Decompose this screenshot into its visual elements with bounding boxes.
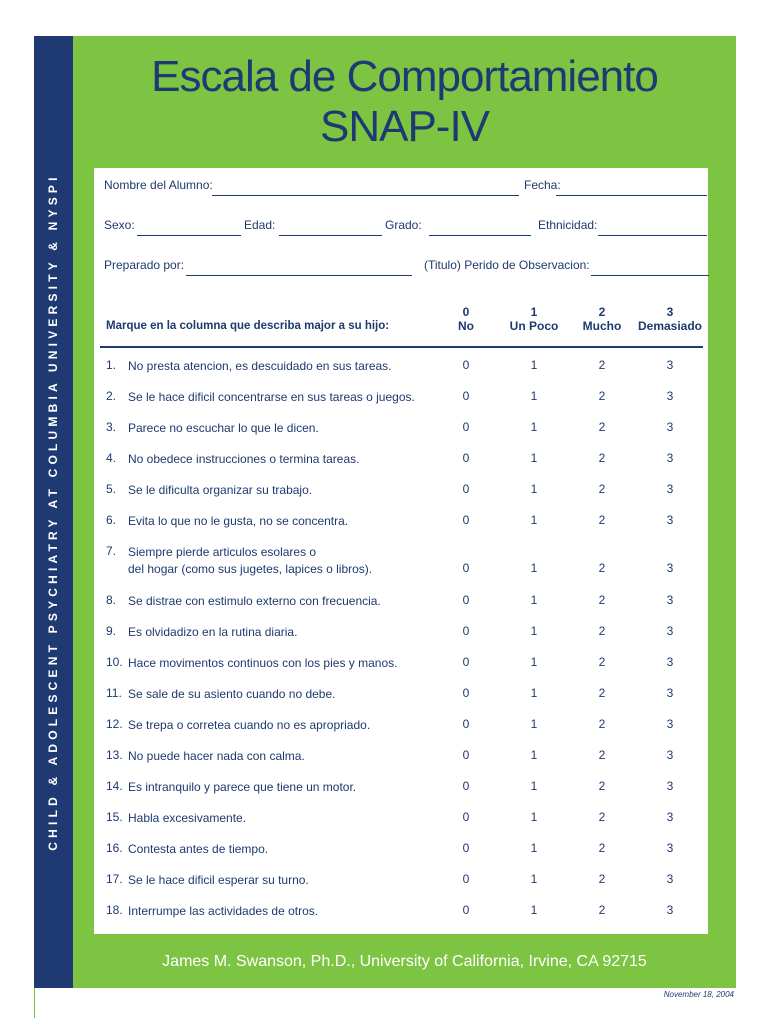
preparado-field[interactable]	[186, 275, 412, 276]
score-option-1[interactable]: 1	[530, 593, 538, 607]
fecha-label: Fecha:	[524, 178, 561, 192]
titulo-label: (Titulo) Perido de Observacion:	[424, 258, 590, 272]
item-text	[128, 624, 297, 641]
list-item	[94, 451, 708, 471]
item-text	[128, 389, 415, 406]
item-text	[128, 655, 397, 672]
item-number: 4.	[106, 451, 117, 465]
sexo-field[interactable]	[137, 235, 241, 236]
score-option-0[interactable]: 0	[462, 561, 470, 575]
list-item	[94, 420, 708, 440]
item-text	[128, 420, 319, 437]
item-text	[128, 482, 312, 499]
list-item	[94, 358, 708, 378]
column-header-3	[630, 305, 710, 333]
column-2-label: Mucho	[582, 319, 622, 333]
score-option-0[interactable]: 0	[462, 358, 470, 372]
score-option-3[interactable]: 3	[666, 686, 674, 700]
nombre-label: Nombre del Alumno:	[104, 178, 213, 192]
instruction-text: Marque en la columna que describa major a su hijo:	[106, 320, 390, 332]
score-option-0[interactable]: 0	[462, 810, 470, 824]
score-option-3[interactable]: 3	[666, 482, 674, 496]
score-option-0[interactable]: 0	[462, 513, 470, 527]
list-item	[94, 655, 708, 675]
sidebar-rule	[34, 988, 35, 1018]
score-option-3[interactable]: 3	[666, 655, 674, 669]
score-option-3[interactable]: 3	[666, 358, 674, 372]
item-text	[128, 872, 309, 889]
score-option-0[interactable]: 0	[462, 841, 470, 855]
score-option-2[interactable]: 2	[598, 420, 606, 434]
footer-credit: James M. Swanson, Ph.D., University of California, Irvine, CA 92715	[162, 953, 647, 970]
item-text-line: Es intranquilo y parece que tiene un motor.	[128, 780, 357, 794]
score-option-1[interactable]: 1	[530, 686, 538, 700]
list-item	[94, 624, 708, 644]
score-option-0[interactable]: 0	[462, 389, 470, 403]
score-option-2[interactable]: 2	[598, 561, 606, 575]
edad-label: Edad:	[244, 218, 276, 232]
item-number: 7.	[106, 544, 117, 558]
column-2-number: 2	[598, 305, 606, 319]
score-option-2[interactable]: 2	[598, 810, 606, 824]
item-number: 14.	[106, 779, 123, 793]
item-text-line: No presta atencion, es descuidado en sus tareas.	[128, 359, 392, 373]
score-option-2[interactable]: 2	[598, 389, 606, 403]
item-text-line: Es olvidadizo en la rutina diaria.	[128, 625, 298, 639]
item-text-line: Se sale de su asiento cuando no debe.	[128, 687, 336, 701]
grado-label: Grado:	[385, 218, 422, 232]
score-option-2[interactable]: 2	[598, 482, 606, 496]
list-item	[94, 748, 708, 768]
score-option-1[interactable]: 1	[530, 872, 538, 886]
score-option-2[interactable]: 2	[598, 624, 606, 638]
sidebar-institution-text: CHILD & ADOLESCENT PSYCHIATRY AT COLUMBIA UNIVERSITY & NYSPI	[46, 173, 60, 851]
list-item	[94, 513, 708, 533]
score-option-1[interactable]: 1	[530, 717, 538, 731]
item-text	[128, 903, 318, 920]
item-text-line: Siempre pierde articulos esolares o	[128, 545, 317, 559]
score-option-0[interactable]: 0	[462, 624, 470, 638]
titulo-field[interactable]	[591, 275, 709, 276]
item-number: 11.	[106, 686, 122, 700]
column-3-label: Demasiado	[637, 319, 703, 333]
item-text-line: Habla excesivamente.	[128, 811, 247, 825]
item-number: 12.	[106, 717, 123, 731]
score-option-2[interactable]: 2	[598, 451, 606, 465]
list-item	[94, 544, 708, 581]
list-item	[94, 779, 708, 799]
list-item	[94, 717, 708, 737]
score-option-1[interactable]: 1	[530, 420, 538, 434]
score-option-3[interactable]: 3	[666, 717, 674, 731]
list-item	[94, 482, 708, 502]
score-option-1[interactable]: 1	[530, 903, 538, 917]
score-option-2[interactable]: 2	[598, 903, 606, 917]
sexo-label: Sexo:	[104, 218, 135, 232]
nombre-field[interactable]	[212, 195, 519, 196]
score-option-2[interactable]: 2	[598, 872, 606, 886]
score-option-3[interactable]: 3	[666, 903, 674, 917]
item-number: 15.	[106, 810, 123, 824]
score-option-0[interactable]: 0	[462, 655, 470, 669]
item-text	[128, 810, 246, 827]
item-text	[128, 717, 370, 734]
item-text-line: del hogar (como sus jugetes, lapices o libros).	[128, 562, 373, 576]
item-text	[128, 748, 305, 765]
item-text-line: Evita lo que no le gusta, no se concentra.	[128, 514, 349, 528]
column-1-label: Un Poco	[509, 319, 559, 333]
score-option-3[interactable]: 3	[666, 872, 674, 886]
preparado-label: Preparado por:	[104, 258, 185, 272]
item-text	[128, 593, 381, 610]
etnicidad-field[interactable]	[598, 235, 707, 236]
field-row-demographics	[104, 218, 700, 238]
column-1-number: 1	[530, 305, 538, 319]
score-option-1[interactable]: 1	[530, 624, 538, 638]
etnicidad-label: Ethnicidad:	[538, 218, 598, 232]
column-0-label: No	[458, 319, 474, 333]
score-option-0[interactable]: 0	[462, 903, 470, 917]
score-option-0[interactable]: 0	[462, 420, 470, 434]
document-date: November 18, 2004	[663, 990, 734, 999]
score-option-2[interactable]: 2	[598, 841, 606, 855]
score-option-0[interactable]: 0	[462, 451, 470, 465]
item-number: 6.	[106, 513, 117, 527]
score-option-1[interactable]: 1	[530, 513, 538, 527]
score-option-3[interactable]: 3	[666, 810, 674, 824]
item-text-line: No puede hacer nada con calma.	[128, 749, 305, 763]
score-option-2[interactable]: 2	[598, 748, 606, 762]
score-option-2[interactable]: 2	[598, 655, 606, 669]
score-option-0[interactable]: 0	[462, 748, 470, 762]
list-item	[94, 389, 708, 409]
score-option-3[interactable]: 3	[666, 779, 674, 793]
list-item	[94, 872, 708, 892]
item-number: 2.	[106, 389, 117, 403]
score-option-3[interactable]: 3	[666, 561, 674, 575]
score-option-0[interactable]: 0	[462, 779, 470, 793]
edad-field[interactable]	[279, 235, 382, 236]
list-item	[94, 810, 708, 830]
score-option-0[interactable]: 0	[462, 482, 470, 496]
item-number: 10.	[106, 655, 123, 669]
score-option-1[interactable]: 1	[530, 389, 538, 403]
grado-field[interactable]	[429, 235, 531, 236]
list-item	[94, 841, 708, 861]
form-card	[94, 168, 708, 934]
item-text-line: Se le hace dificil concentrarse en sus tareas o juegos.	[128, 390, 415, 404]
item-text-line: Interrumpe las actividades de otros.	[128, 904, 319, 918]
score-option-3[interactable]: 3	[666, 748, 674, 762]
score-option-3[interactable]: 3	[666, 513, 674, 527]
score-option-0[interactable]: 0	[462, 717, 470, 731]
score-option-1[interactable]: 1	[530, 779, 538, 793]
list-item	[94, 686, 708, 706]
item-text-line: Contesta antes de tiempo.	[128, 842, 269, 856]
item-text	[128, 358, 392, 375]
item-text-line: Parece no escuchar lo que le dicen.	[128, 421, 319, 435]
score-option-1[interactable]: 1	[530, 655, 538, 669]
item-text	[128, 841, 268, 858]
item-text	[128, 451, 359, 468]
sidebar-band	[34, 36, 73, 988]
score-option-2[interactable]: 2	[598, 513, 606, 527]
score-option-3[interactable]: 3	[666, 389, 674, 403]
score-option-0[interactable]: 0	[462, 872, 470, 886]
title-line-2: SNAP-IV	[319, 102, 490, 151]
column-0-number: 0	[462, 305, 470, 319]
item-text-line: No obedece instrucciones o termina tareas.	[128, 452, 360, 466]
item-number: 8.	[106, 593, 117, 607]
score-option-3[interactable]: 3	[666, 451, 674, 465]
score-option-2[interactable]: 2	[598, 779, 606, 793]
field-row-name	[104, 178, 700, 198]
item-text	[128, 779, 356, 796]
item-number: 1.	[106, 358, 117, 372]
score-option-2[interactable]: 2	[598, 593, 606, 607]
score-option-1[interactable]: 1	[530, 451, 538, 465]
score-option-1[interactable]: 1	[530, 358, 538, 372]
title-line-1: Escala de Comportamiento	[151, 52, 658, 101]
score-option-2[interactable]: 2	[598, 717, 606, 731]
score-option-1[interactable]: 1	[530, 561, 538, 575]
item-text	[128, 686, 336, 703]
fecha-field[interactable]	[556, 195, 707, 196]
score-option-3[interactable]: 3	[666, 420, 674, 434]
item-text	[128, 513, 348, 530]
column-3-number: 3	[666, 305, 674, 319]
score-option-2[interactable]: 2	[598, 686, 606, 700]
score-option-3[interactable]: 3	[666, 593, 674, 607]
list-item	[94, 903, 708, 923]
score-option-1[interactable]: 1	[530, 482, 538, 496]
item-number: 16.	[106, 841, 123, 855]
score-option-0[interactable]: 0	[462, 686, 470, 700]
item-text-line: Se le dificulta organizar su trabajo.	[128, 483, 313, 497]
page-title	[73, 52, 736, 152]
item-number: 13.	[106, 748, 123, 762]
item-number: 17.	[106, 872, 123, 886]
list-item	[94, 593, 708, 613]
item-text-line: Hace movimentos continuos con los pies y manos.	[128, 656, 398, 670]
score-option-3[interactable]: 3	[666, 841, 674, 855]
field-row-preparer	[104, 258, 700, 278]
item-text-line: Se le hace dificil esperar su turno.	[128, 873, 309, 887]
item-text-line: Se trepa o corretea cuando no es apropriado.	[128, 718, 371, 732]
item-text-line: Se distrae con estimulo externo con frecuencia.	[128, 594, 381, 608]
score-option-3[interactable]: 3	[666, 624, 674, 638]
score-option-0[interactable]: 0	[462, 593, 470, 607]
item-number: 9.	[106, 624, 117, 638]
item-text	[128, 544, 372, 578]
header-rule	[100, 346, 703, 348]
item-number: 5.	[106, 482, 117, 496]
score-option-1[interactable]: 1	[530, 748, 538, 762]
score-option-1[interactable]: 1	[530, 841, 538, 855]
score-option-1[interactable]: 1	[530, 810, 538, 824]
item-number: 18.	[106, 903, 123, 917]
item-number: 3.	[106, 420, 117, 434]
score-option-2[interactable]: 2	[598, 358, 606, 372]
